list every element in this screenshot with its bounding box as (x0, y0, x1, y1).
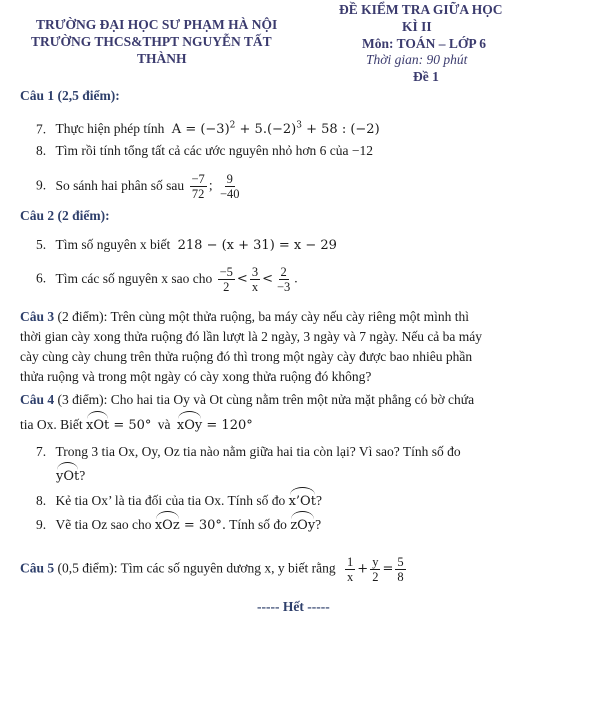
q1-item-9: 9. So sánh hai phân số sau $\frac{-7}{72}$ ; $\frac{9}{-40}$ (36, 172, 240, 201)
q2-item-5-number: 5. (36, 237, 47, 252)
question-3-line3: cày cùng cày chung trên thửa ruộng đó thì trong một ngày cày được bao nhiêu phần (20, 349, 473, 364)
question-4-line1: Câu 4 (3 điểm): Cho hai tia Oy và Ot cùng nằm trên một nửa mặt phẳng có bờ chứa (20, 392, 475, 407)
angle-yOt: yOt (56, 466, 79, 488)
angle-xOz: xOz = 30°. (155, 518, 226, 533)
question-1-title: Câu 1 (2,5 điểm): (20, 88, 120, 103)
question-5: Câu 5 (0,5 điểm): Tìm các số nguyên dương x, y biết rằng $\frac{1}{x}$ + $\frac{y}{2}$ = $\frac{5}{8}$ (20, 555, 404, 584)
q4-item-7 (36, 441, 461, 463)
q2-item-5-text: Tìm số nguyên x biết (55, 237, 171, 252)
q1-item-8 (36, 140, 373, 162)
question-3-line4: thửa ruộng và trong một ngày có cày xong thửa ruộng đó không? (20, 369, 372, 384)
time-label: Thời gian: 90 phút (366, 52, 468, 67)
q2-item-5-expression: 218 − (x + 31) = x − 29 (177, 238, 337, 253)
q1-item-7 (36, 115, 380, 141)
subject-label: Môn: TOÁN – LỚP 6 (362, 36, 487, 51)
angle-xOy: xOy = 120° (177, 418, 253, 433)
question-4-title: Câu 4 (20, 392, 55, 407)
q4-item-9: 9. Vẽ tia Oz sao cho xOz = 30°. Tính số đo zOy? (36, 514, 321, 537)
end-marker: ----- Hết ----- (257, 599, 330, 614)
school-name-line3: THÀNH (137, 51, 187, 66)
fraction-minus7-72: $\frac{-7}{72}$ (191, 172, 205, 201)
question-5-title: Câu 5 (20, 560, 55, 576)
question-5-text: (0,5 điểm): Tìm các số nguyên dương x, y biết rằng (57, 560, 336, 576)
exam-code: Đề 1 (413, 69, 439, 84)
angle-xOt: xOt = 50° (86, 418, 151, 433)
question-2-title: Câu 2 (2 điểm): (20, 208, 110, 223)
question-3-title: Câu 3 (20, 309, 55, 324)
q4-item-8: 8. Kẻ tia Ox’ là tia đối của tia Ox. Tính số đo x’Ot? (36, 490, 322, 513)
q4-item-7-text: Trong 3 tia Ox, Oy, Oz tia nào nằm giữa hai tia còn lại? Vì sao? Tính số đo (55, 444, 461, 459)
q4-item-7-number: 7. (36, 444, 47, 459)
fraction-5-8: $\frac{5}{8}$ (397, 555, 404, 584)
school-name-line2: TRƯỜNG THCS&THPT NGUYỄN TẤT (31, 34, 272, 49)
question-3-line1: Câu 3 (2 điểm): Trên cùng một thửa ruộng, ba máy cày nếu cày riêng một mình thì (20, 309, 470, 324)
fraction-y-2: $\frac{y}{2}$ (372, 555, 379, 584)
fraction-minus5-2: $\frac{-5}{2}$ (219, 265, 233, 294)
q4-item-8-text: Kẻ tia Ox’ là tia đối của tia Ox. Tính số đo (55, 493, 286, 508)
q4-item-9-text: Vẽ tia Oz sao cho (55, 517, 152, 532)
angle-xprimeOt: x’Ot (289, 491, 316, 513)
q1-item-9-number: 9. (36, 177, 47, 193)
q1-item-8-text: Tìm rồi tính tổng tất cả các ước nguyên nhỏ hơn 6 của −12 (55, 143, 374, 158)
fraction-3-x: $\frac{3}{x}$ (251, 265, 259, 294)
q4-item-8-number: 8. (36, 493, 47, 508)
q1-item-7-text: Thực hiện phép tính (55, 121, 165, 137)
q1-item-9-text: So sánh hai phân số sau (55, 177, 185, 193)
q4-item-7-angle-line: yOt? (56, 465, 85, 488)
q2-item-6: 6. Tìm các số nguyên x sao cho $\frac{-5}{2}$ < $\frac{3}{x}$ < $\frac{2}{-3}$ . (36, 265, 298, 294)
q1-item-7-number: 7. (36, 121, 47, 137)
q2-item-6-number: 6. (36, 270, 47, 286)
q1-item-8-number: 8. (36, 143, 47, 158)
q2-item-5 (36, 234, 337, 257)
angle-zOy: zOy (290, 515, 315, 537)
question-3-line2: thời gian cày xong thửa ruộng đó lần lượt là 2 ngày, 3 ngày và 7 ngày. Nếu cả ba máy (20, 329, 483, 344)
q4-item-9-number: 9. (36, 517, 47, 532)
fraction-1-x: $\frac{1}{x}$ (347, 555, 354, 584)
school-name-line1: TRƯỜNG ĐẠI HỌC SƯ PHẠM HÀ NỘI (36, 17, 278, 32)
question-4-line2: tia Ox. Biết xOt = 50° và xOy = 120° (20, 414, 253, 437)
exam-title-line1: ĐỀ KIỂM TRA GIỮA HỌC (339, 2, 503, 17)
exam-title-line2: KÌ II (402, 19, 432, 34)
fraction-2-minus3: $\frac{2}{-3}$ (276, 265, 291, 294)
q2-item-6-text: Tìm các số nguyên x sao cho (55, 270, 213, 286)
q1-item-7-expression: $A = (-3)^2 + 5.(-2)^3 + 58$ : (−2) (171, 121, 380, 138)
fraction-9-minus40: $\frac{9}{-40}$ (219, 172, 240, 201)
